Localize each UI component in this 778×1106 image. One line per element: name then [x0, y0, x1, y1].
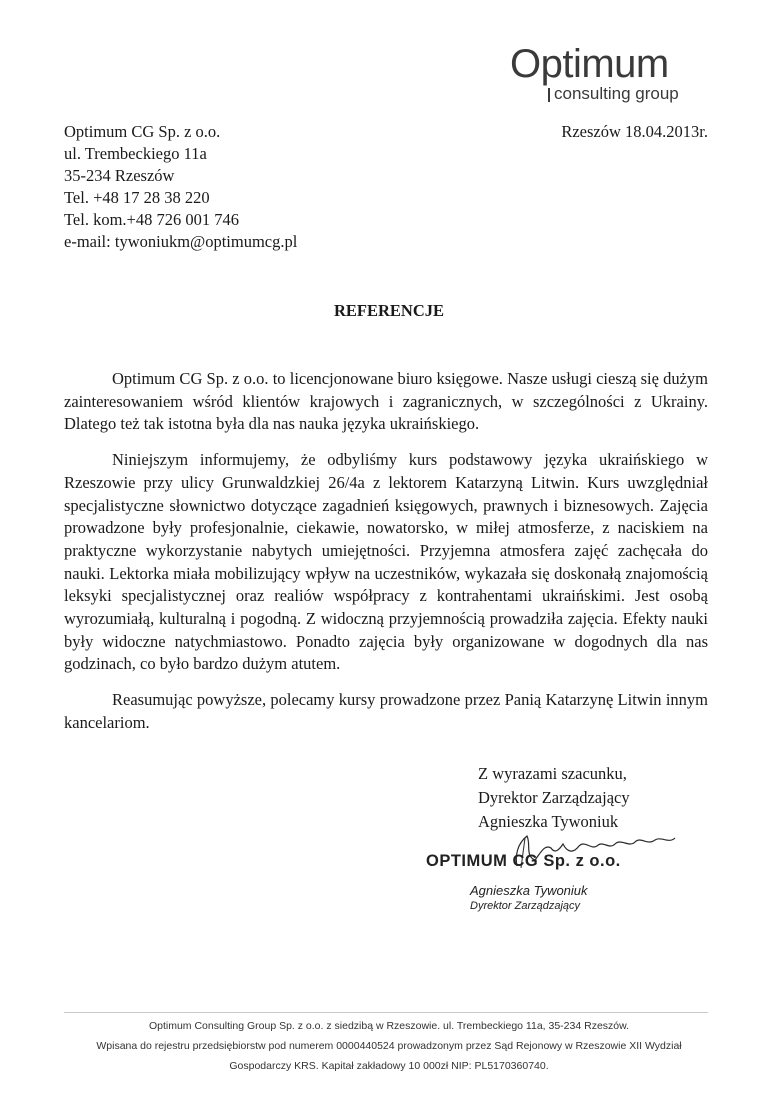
sender-company: Optimum CG Sp. z o.o. — [64, 122, 221, 141]
stamp-company: OPTIMUM CG Sp. z o.o. — [426, 852, 621, 870]
body-paragraph-1: Optimum CG Sp. z o.o. to licencjonowane biuro księgowe. Nasze usługi cieszą się dużym zainteresowaniem wśród klientów krajowych i zagranicznych, w szczególności z Ukrainy. Dlatego też tak istotna była dla nas nauka języka ukraińskiego. — [64, 369, 708, 434]
sender-street: ul. Trembeckiego 11a — [64, 144, 207, 163]
company-stamp — [426, 852, 706, 922]
closing-name: Agnieszka Tywoniuk — [478, 812, 619, 831]
sender-city: 35-234 Rzeszów — [64, 166, 175, 185]
stamp-role: Dyrektor Zarządzający — [470, 900, 581, 912]
logo-tagline: consulting group — [554, 84, 679, 103]
logo-name: Optimum — [510, 42, 669, 86]
body-paragraph-3: Reasumując powyższe, polecamy kursy prowadzone przez Panią Katarzynę Litwin innym kancelariom. — [64, 690, 708, 732]
footer-line-2: Wpisana do rejestru przedsiębiorstw pod numerem 0000440524 prowadzonym przez Sąd Rejonowy w Rzeszowie XII Wydział — [96, 1040, 682, 1052]
closing-block — [478, 762, 630, 834]
closing-greeting: Z wyrazami szacunku, — [478, 764, 627, 783]
sender-phone: Tel. +48 17 28 38 220 — [64, 188, 210, 207]
footer-line-3: Gospodarczy KRS. Kapitał zakładowy 10 000zł NIP: PL5170360740. — [229, 1060, 549, 1072]
footer-line-1: Optimum Consulting Group Sp. z o.o. z siedzibą w Rzeszowie. ul. Trembeckiego 11a, 35-234 Rzeszów. — [148, 1020, 630, 1032]
letter-footer — [40, 1016, 738, 1076]
footer-divider — [64, 1012, 708, 1013]
letter-date: Rzeszów 18.04.2013r. — [561, 122, 708, 141]
company-logo — [508, 42, 708, 104]
closing-role: Dyrektor Zarządzający — [478, 788, 630, 807]
letter-body — [64, 368, 708, 748]
sender-mobile: Tel. kom.+48 726 001 746 — [64, 210, 239, 229]
body-paragraph-2: Niniejszym informujemy, że odbyliśmy kurs podstawowy języka ukraińskiego w Rzeszowie przy ulicy Grunwaldzkiej 26/4a z lektorem Katarzyną Litwin. Kurs uwzględniał specjalistyczne słownictwo dotyczące zagadnień księgowych, prawnych i biznesowych. Zajęcia prowadzone były profesjonalnie, ciekawie, nowatorsko, w miłej atmosferze, z naciskiem na praktyczne wykorzystanie nabytych umiejętności. Przyjemna atmosfera zajęć zachęcała do nauki. Lektorka miała mobilizujący wpływ na uczestników, wykazała się doskonałą znajomością leksyki specjalistycznej oraz realiów współpracy z kontrahentami ukraińskimi. Jest osobą wyrozumiałą, kulturalną i pogodną. Z widoczną przyjemnością prowadziła zajęcia. Efekty nauki były widoczne natychmiastowo. Ponadto zajęcia były organizowane w dogodnych dla nas godzinach, co było bardzo dużym atutem. — [64, 450, 708, 674]
letter-title: REFERENCJE — [333, 301, 444, 320]
sender-address-block — [64, 121, 297, 253]
sender-email: e-mail: tywoniukm@optimumcg.pl — [64, 232, 298, 251]
logo-mark — [548, 88, 550, 102]
stamp-name: Agnieszka Tywoniuk — [470, 883, 588, 898]
